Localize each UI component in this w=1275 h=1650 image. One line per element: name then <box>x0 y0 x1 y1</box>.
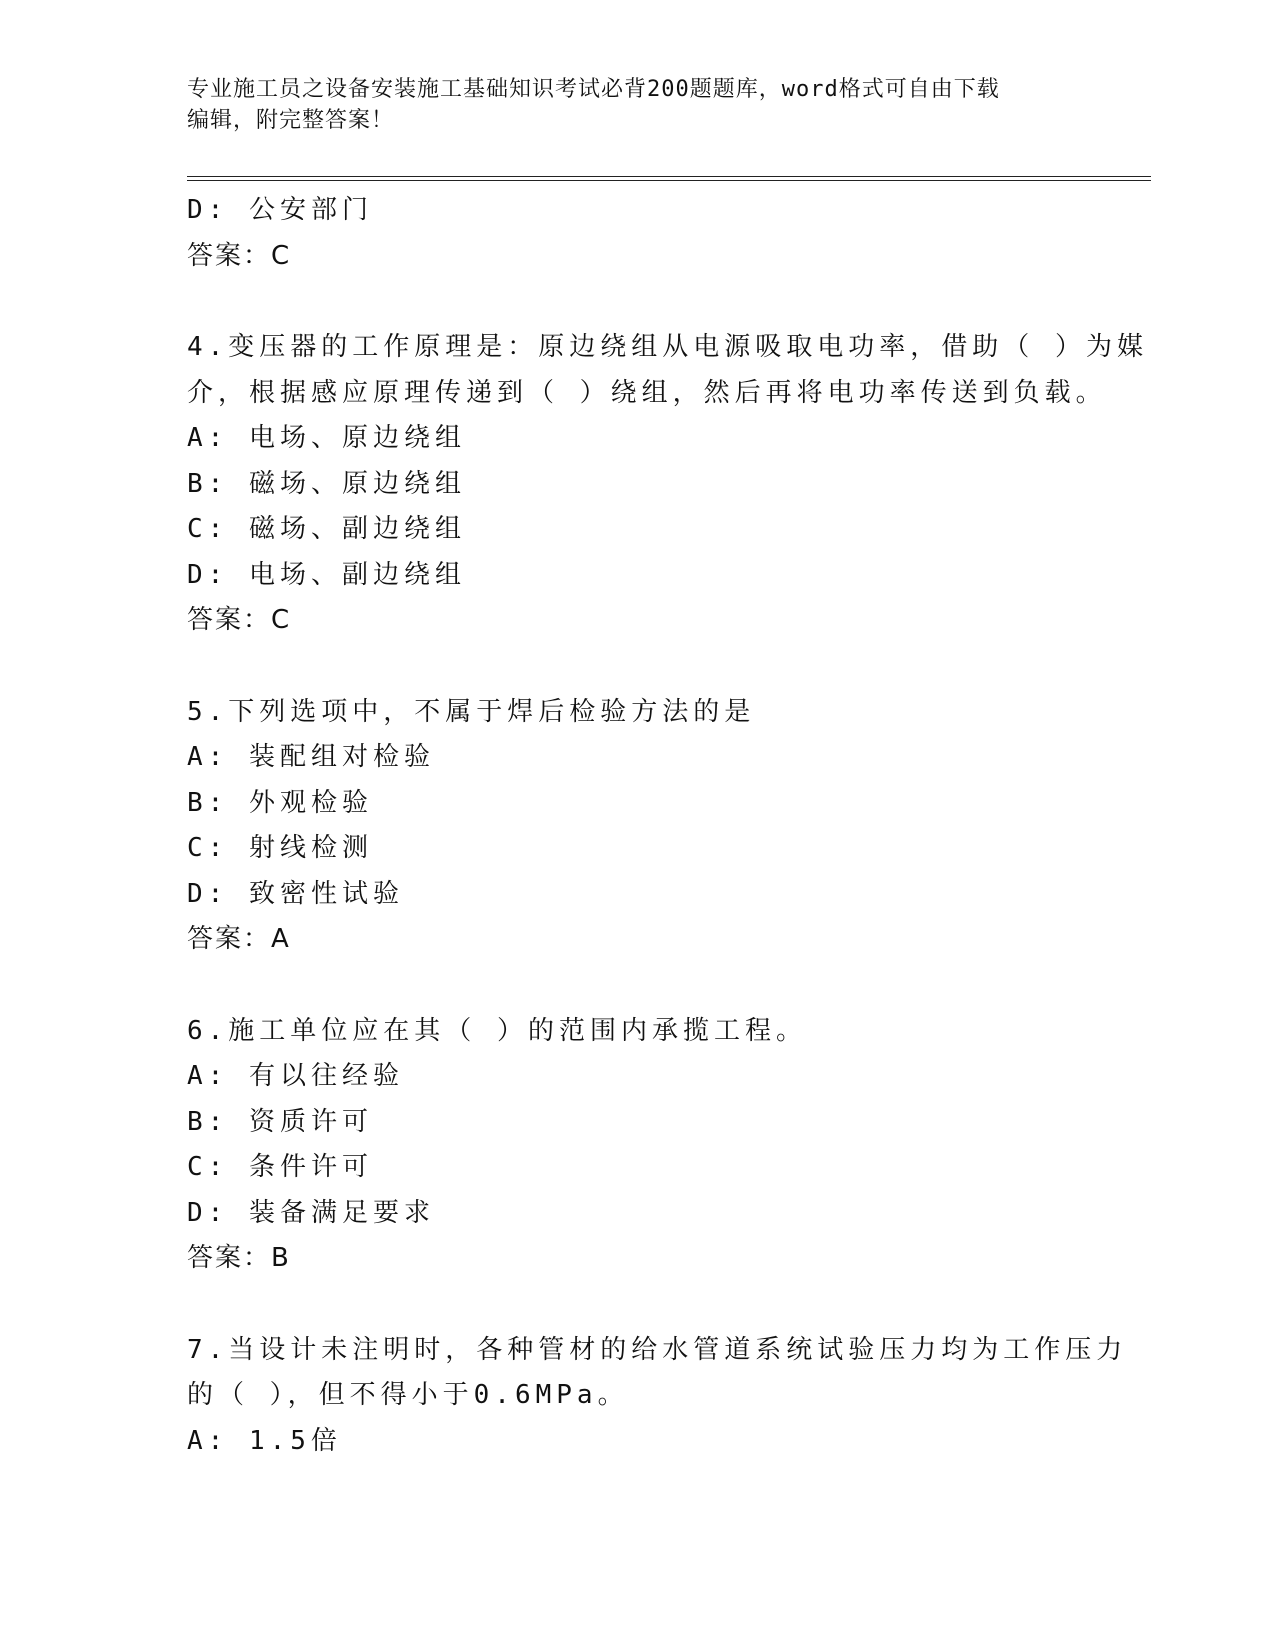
option-d: D: 公安部门 <box>187 195 373 225</box>
question-6 <box>187 1009 1087 1282</box>
question-text: 6.施工单位应在其（ ）的范围内承揽工程。 <box>187 1015 807 1046</box>
header-line-2: 编辑，附完整答案！ <box>187 108 395 133</box>
option-c: C: 条件许可 <box>187 1152 373 1182</box>
answer: 答案：B <box>187 1243 291 1273</box>
option-a: A: 有以往经验 <box>187 1061 404 1091</box>
spacer <box>187 963 1087 1009</box>
option-d: D: 装备满足要求 <box>187 1197 435 1228</box>
option-c: C: 磁场、副边绕组 <box>187 514 466 544</box>
header-line-1: 专业施工员之设备安装施工基础知识考试必背200题题库，word格式可自由下载 <box>187 77 1000 102</box>
answer: 答案：C <box>187 240 292 271</box>
document-body <box>187 188 1148 1464</box>
question-text: 5.下列选项中，不属于焊后检验方法的是 <box>187 696 756 727</box>
option-b: B: 资质许可 <box>187 1106 373 1137</box>
spacer <box>187 279 1087 325</box>
spacer <box>187 644 1087 690</box>
option-d: D: 电场、副边绕组 <box>187 559 466 590</box>
question-text-cont: 介，根据感应原理传递到（ ）绕组，然后再将电功率传送到负载。 <box>187 377 1107 408</box>
page-header <box>187 74 1067 136</box>
option-b: B: 外观检验 <box>187 787 373 818</box>
header-divider <box>187 176 1151 181</box>
answer: 答案：C <box>187 605 292 635</box>
option-d: D: 致密性试验 <box>187 878 404 909</box>
question-text: 4.变压器的工作原理是：原边绕组从电源吸取电功率，借助（ ）为媒 <box>187 332 1148 362</box>
option-a: A: 1.5倍 <box>187 1425 342 1456</box>
question-3-tail <box>187 188 1087 279</box>
question-7 <box>187 1328 1128 1465</box>
option-a: A: 装配组对检验 <box>187 742 435 772</box>
option-b: B: 磁场、原边绕组 <box>187 468 466 499</box>
question-text-cont: 的（ ），但不得小于0.6MPa。 <box>187 1380 629 1410</box>
question-4 <box>187 325 1148 644</box>
spacer <box>187 1282 1087 1328</box>
question-5 <box>187 690 1087 963</box>
answer: 答案：A <box>187 924 291 954</box>
option-a: A: 电场、原边绕组 <box>187 423 466 453</box>
question-text: 7.当设计未注明时，各种管材的给水管道系统试验压力均为工作压力 <box>187 1334 1128 1365</box>
option-c: C: 射线检测 <box>187 833 373 863</box>
